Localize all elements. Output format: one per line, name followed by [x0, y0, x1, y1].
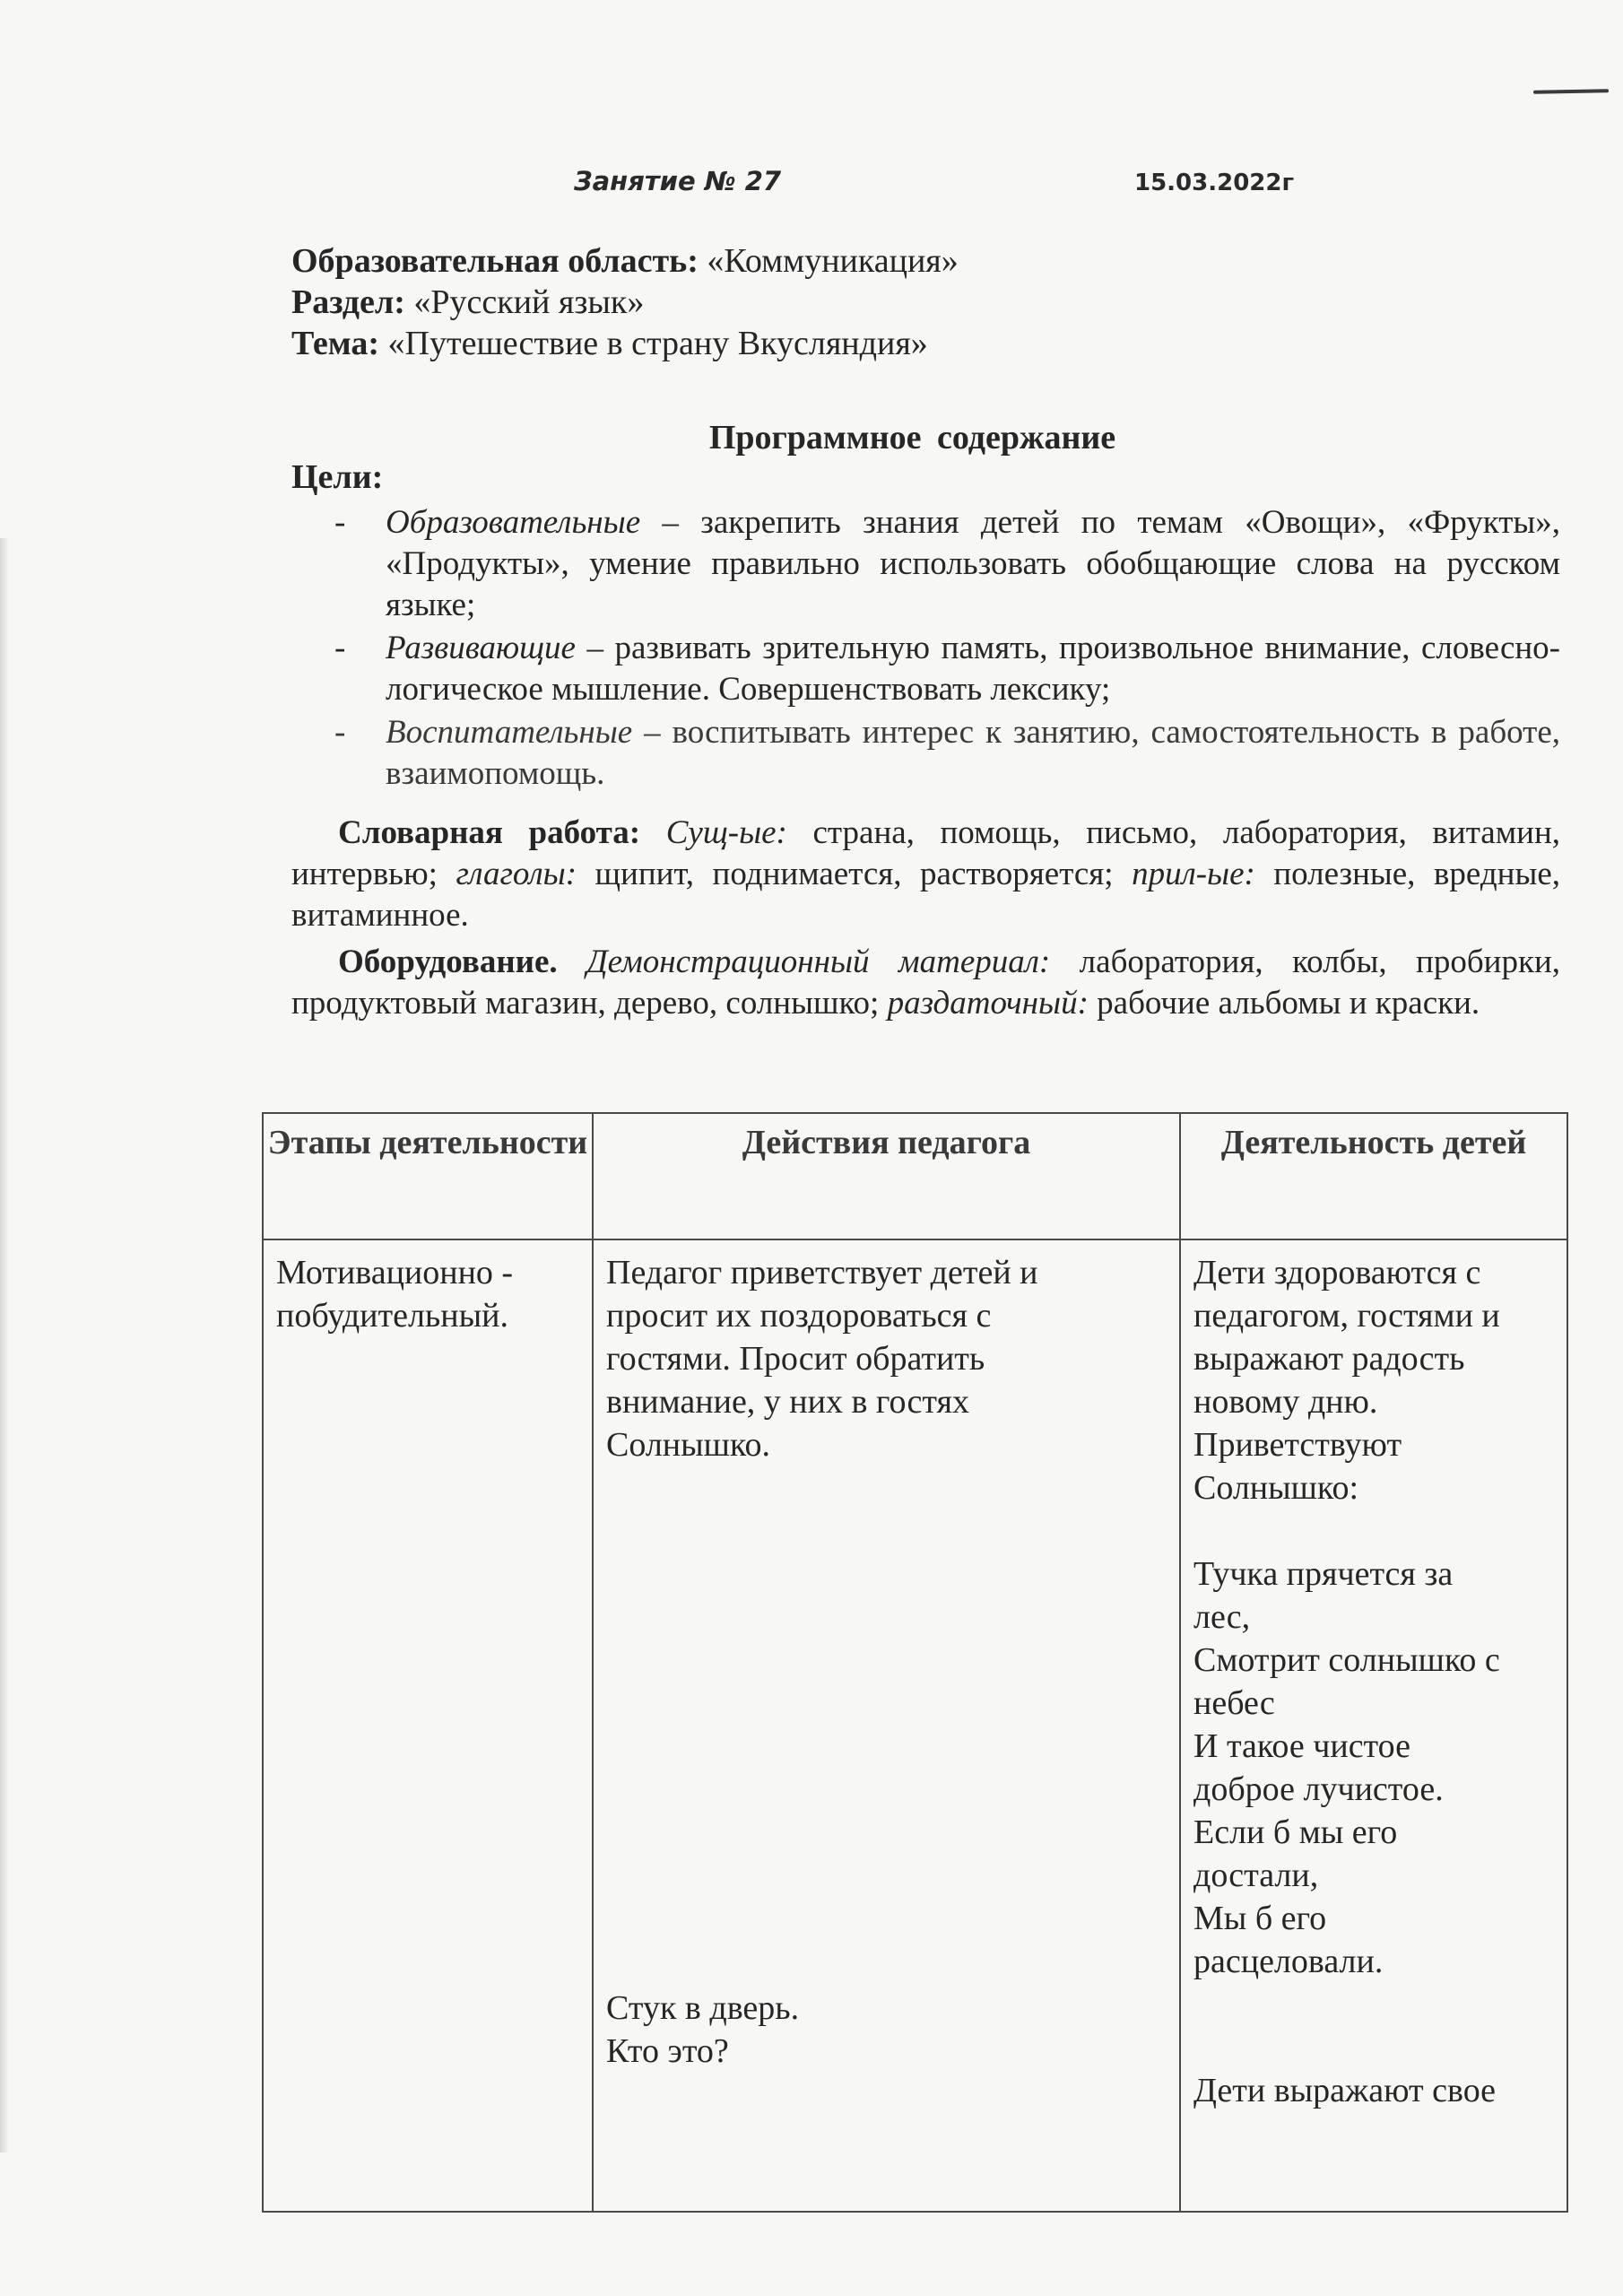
topic-value: «Путешествие в страну Вкусляндия» [387, 325, 928, 362]
demo-label: Демонстрационный материал: [586, 944, 1051, 980]
poem-line: Смотрит солнышко с [1193, 1641, 1500, 1679]
children-line: Дети выражают свое [1193, 2072, 1497, 2109]
teacher-line: просит их поздороваться с [606, 1297, 992, 1335]
lesson-date: 15.03.2022г [1134, 170, 1295, 196]
teacher-line: Кто это? [606, 2032, 729, 2070]
demo-list: лаборатория, колбы, пробирки, продуктовый магазин, дерево, солнышко; [291, 944, 1561, 1022]
teacher-actions [606, 1251, 1170, 1987]
children-line: Приветствуют [1193, 1426, 1402, 1464]
children-line: выражают радость [1193, 1340, 1465, 1378]
goal-educational [327, 502, 1560, 626]
verbs-label: глаголы: [456, 856, 577, 892]
teacher-line: внимание, у них в гостях [606, 1383, 969, 1421]
goal-dash: - [334, 504, 346, 541]
lesson-meta [291, 240, 959, 364]
children-line: Солнышко: [1193, 1469, 1359, 1507]
teacher-cell [593, 1239, 1180, 2212]
header-stages: Этапы деятельности [263, 1113, 593, 1239]
section-label: Раздел: [291, 283, 405, 321]
lesson-table [262, 1112, 1568, 2213]
adjectives-list: полезные, вредные, витаминное. [291, 856, 1560, 934]
nouns-list: страна, помощь, письмо, лаборатория, витамин, интервью; [291, 814, 1560, 892]
table-row [263, 1239, 1567, 2212]
teacher-line: гостями. Просит обратить [606, 1340, 985, 1378]
children-line: Дети здороваются с [1193, 1254, 1481, 1292]
area-label: Образовательная область: [291, 242, 699, 280]
section-value: «Русский язык» [413, 283, 645, 321]
verbs-list: щипит, поднимается, растворяется; [577, 856, 1114, 892]
poem-line: И такое чистое [1193, 1727, 1410, 1765]
lesson-number: Занятие № 27 [574, 166, 782, 196]
children-line: педагогом, гостями и [1193, 1297, 1500, 1335]
topic-label: Тема: [291, 325, 380, 362]
children-cell [1180, 1239, 1567, 2212]
teacher-line: Стук в дверь. [606, 1989, 800, 2027]
goal-upbringing [327, 712, 1560, 795]
table-header-row [263, 1113, 1567, 1239]
goals-label: Цели: [291, 458, 384, 496]
header-teacher: Действия педагога [593, 1113, 1180, 1239]
area-row [291, 240, 959, 282]
goal-text: – развивать зрительную память, произвольное внимание, словесно-логическое мышление. Совершенствовать лексику; [386, 630, 1560, 708]
stage-line: побудительный. [276, 1297, 508, 1335]
poem-line: лес, [1193, 1598, 1251, 1636]
goals-list [327, 502, 1560, 796]
area-value: «Коммуникация» [707, 242, 959, 280]
goal-text: – закрепить знания детей по темам «Овощи», «Фрукты», «Продукты», умение правильно использовать обобщающие слова на русском языке; [386, 504, 1560, 623]
adjectives-label: прил-ые: [1132, 856, 1255, 892]
equipment-paragraph [291, 942, 1560, 1024]
poem-line: доброе лучистое. [1193, 1770, 1444, 1808]
goal-name: Образовательные [386, 504, 641, 541]
poem-line: расцеловали. [1193, 1943, 1384, 1980]
goal-name: Воспитательные [386, 714, 633, 751]
goal-name: Развивающие [386, 630, 576, 666]
handout-list: рабочие альбомы и краски. [1088, 985, 1480, 1022]
lesson-header [0, 166, 1623, 211]
teacher-line: Педагог приветствует детей и [606, 1254, 1038, 1292]
poem-line: Мы б его [1193, 1900, 1327, 1937]
program-title: Программное содержание [708, 419, 1116, 457]
poem-line: Тучка прячется за [1193, 1555, 1454, 1593]
scan-shadow [0, 538, 9, 2152]
nouns-label: Сущ-ые: [665, 814, 787, 851]
goal-text: – воспитывать интерес к занятию, самостоятельность в работе, взаимопомощь. [386, 714, 1560, 792]
goal-dash: - [334, 714, 346, 751]
vocabulary-paragraph [291, 813, 1560, 936]
section-row [291, 282, 959, 323]
stage-cell [263, 1239, 593, 2212]
poem-line: Если б мы его [1193, 1813, 1398, 1851]
topic-row [291, 323, 959, 364]
stage-line: Мотивационно - [276, 1254, 514, 1292]
teacher-line: Солнышко. [606, 1426, 770, 1464]
children-line: новому дню. [1193, 1383, 1378, 1421]
goal-dash: - [334, 630, 346, 666]
equipment-label: Оборудование. [338, 944, 558, 980]
poem-line: небес [1193, 1684, 1275, 1722]
header-children: Деятельность детей [1180, 1113, 1567, 1239]
vocab-label: Словарная работа: [338, 814, 641, 851]
handout-label: раздаточный: [887, 985, 1089, 1022]
pen-mark [1533, 89, 1609, 93]
poem-line: достали, [1193, 1857, 1319, 1894]
goal-developing [327, 628, 1560, 710]
